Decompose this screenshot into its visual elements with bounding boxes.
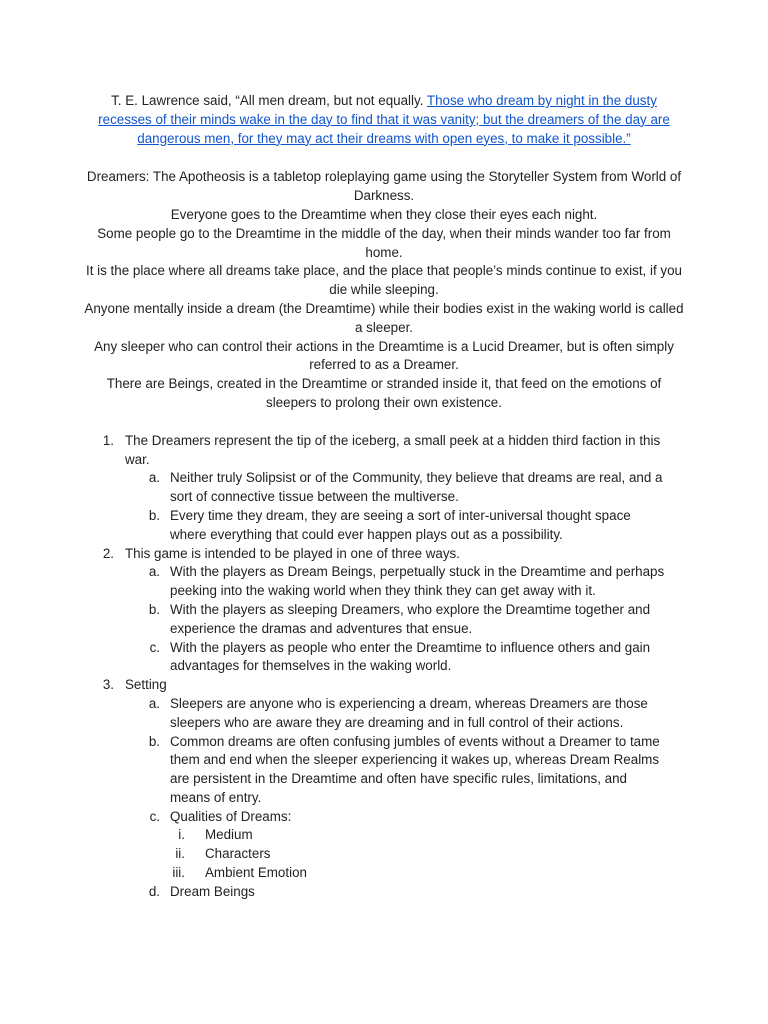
- list-marker: 1.: [102, 432, 114, 448]
- list-item: [0, 733, 768, 808]
- list-item: [0, 845, 768, 864]
- list-item: [0, 601, 768, 639]
- list-marker: iii.: [172, 865, 185, 881]
- list-marker: b.: [148, 733, 160, 749]
- list-item: [0, 676, 768, 695]
- list-item: [0, 469, 768, 507]
- list-marker: b.: [148, 507, 160, 523]
- list-marker: 2.: [102, 545, 114, 561]
- list-marker: b.: [148, 601, 160, 617]
- list-item: [0, 883, 768, 902]
- intro-section: [84, 168, 684, 412]
- list-item: [0, 864, 768, 883]
- list-item-text: Common dreams are often confusing jumbles of events without a Dreamer to tame them and end when the sleeper experiencing it wakes up, whereas Dream Realms are persistent in the Dreamtime and often have specific rules, limitations, and means of entry.: [170, 733, 660, 805]
- list-item: [0, 507, 768, 545]
- list-item-text: Setting: [125, 677, 167, 693]
- list-item-text: Characters: [205, 846, 271, 862]
- list-marker: a.: [148, 470, 160, 486]
- list-item: [0, 432, 768, 470]
- outline-list: [0, 432, 768, 902]
- list-item-text: Dream Beings: [170, 883, 255, 899]
- epigraph-quote: [84, 92, 684, 148]
- intro-paragraph: Some people go to the Dreamtime in the middle of the day, when their minds wander too far from home.: [97, 225, 671, 260]
- list-item-text: Qualities of Dreams:: [170, 808, 292, 824]
- list-item: [0, 639, 768, 677]
- list-item-text: With the players as sleeping Dreamers, who explore the Dreamtime together and experience the dramas and adventures that ensue.: [170, 601, 651, 636]
- list-marker: a.: [148, 695, 160, 711]
- list-marker: c.: [149, 808, 160, 824]
- list-item-text: Medium: [205, 827, 253, 843]
- intro-paragraph: There are Beings, created in the Dreamtime or stranded inside it, that feed on the emotions of sleepers to prolong their own existence.: [106, 376, 662, 410]
- intro-paragraph: Dreamers: The Apotheosis is a tabletop roleplaying game using the Storyteller System from World of Darkness.: [86, 169, 682, 204]
- list-item: [0, 563, 768, 601]
- intro-paragraph: Any sleeper who can control their actions in the Dreamtime is a Lucid Dreamer, but is often simply referred to as a Dreamer.: [94, 338, 674, 373]
- quote-attribution: T. E. Lawrence said, “All men dream, but not equally.: [111, 93, 427, 108]
- list-item-text: Sleepers are anyone who is experiencing a dream, whereas Dreamers are those sleepers who are aware they are dreaming and in full control of their actions.: [170, 695, 648, 730]
- list-item: [0, 826, 768, 845]
- intro-paragraph: It is the place where all dreams take place, and the place that people’s minds continue to exist, if you die while sleeping.: [86, 263, 682, 298]
- list-item-text: Every time they dream, they are seeing a sort of inter-universal thought space where everything that could ever happen plays out as a possibility.: [170, 507, 631, 542]
- list-item: [0, 808, 768, 827]
- list-marker: ii.: [175, 846, 185, 862]
- list-marker: 3.: [102, 677, 114, 693]
- list-item-text: The Dreamers represent the tip of the iceberg, a small peek at a hidden third faction in this war.: [125, 432, 661, 467]
- list-item-text: This game is intended to be played in one of three ways.: [125, 545, 460, 561]
- list-marker: i.: [178, 827, 185, 843]
- list-item-text: With the players as Dream Beings, perpetually stuck in the Dreamtime and perhaps peeking into the waking world when they think they can get away with it.: [170, 564, 665, 599]
- list-item: [0, 695, 768, 733]
- list-marker: c.: [149, 639, 160, 655]
- list-item-text: Ambient Emotion: [205, 865, 307, 881]
- list-item-text: Neither truly Solipsist or of the Community, they believe that dreams are real, and a sort of connective tissue between the multiverse.: [170, 470, 663, 505]
- list-marker: d.: [148, 883, 160, 899]
- intro-paragraph: Everyone goes to the Dreamtime when they close their eyes each night.: [170, 206, 598, 222]
- quote-link[interactable]: Those who dream by night in the dusty recesses of their minds wake in the day to find that it was vanity; but the dreamers of the day are dangerous men, for they may act their dreams with open eyes, to make it possible.”: [98, 93, 670, 146]
- list-item-text: With the players as people who enter the Dreamtime to influence others and gain advantages for themselves in the waking world.: [170, 639, 651, 674]
- list-marker: a.: [148, 564, 160, 580]
- list-item: [0, 545, 768, 564]
- intro-paragraph: Anyone mentally inside a dream (the Dreamtime) while their bodies exist in the waking world is called a sleeper.: [84, 300, 684, 335]
